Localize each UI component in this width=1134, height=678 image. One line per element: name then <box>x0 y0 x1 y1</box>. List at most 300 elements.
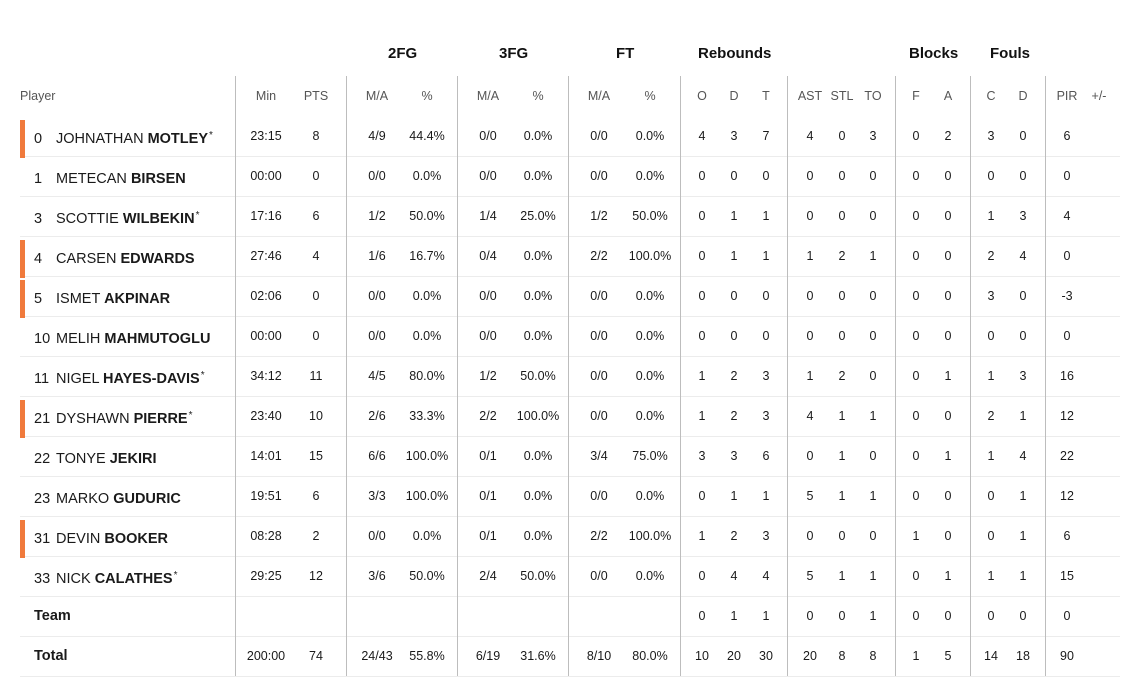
player-row <box>20 316 1120 357</box>
player-name-cell[interactable] <box>34 116 213 156</box>
stat-2fg-made-attempted: 1/2 <box>368 209 386 223</box>
stat-3fg-made-attempted: 0/4 <box>479 249 497 263</box>
stat-offensive-rebounds: 0 <box>698 569 706 583</box>
jersey-number: 1 <box>34 171 43 187</box>
stat-3fg-percent: 0.0% <box>523 529 553 543</box>
stat-plus-minus <box>1073 356 1125 396</box>
stat-defensive-rebounds: 3 <box>730 129 738 143</box>
player-row <box>20 276 1120 317</box>
stat-steals: 8 <box>838 649 846 663</box>
stat-assists: 5 <box>806 489 814 503</box>
stat-steals: 0 <box>838 329 846 343</box>
player-first-name: MELIH <box>56 331 101 347</box>
stat-pir: 0 <box>1063 329 1071 343</box>
group-header: Blocks <box>909 45 959 62</box>
stat-pir: 12 <box>1060 489 1074 503</box>
stat-ft-made-attempted: 0/0 <box>590 169 608 183</box>
stat-turnovers: 1 <box>869 489 877 503</box>
stat-fouls-drawn: 1 <box>1019 409 1027 423</box>
stat-defensive-rebounds: 4 <box>730 569 738 583</box>
stat-3fg-made-attempted <box>462 596 514 636</box>
column-divider <box>787 76 788 676</box>
stat-3fg-percent: 0.0% <box>523 489 553 503</box>
stat-blocks-favor: 1 <box>912 649 920 663</box>
stat-turnovers: 0 <box>869 529 877 543</box>
stat-assists: 0 <box>806 169 814 183</box>
stat-2fg-percent: 33.3% <box>409 409 445 423</box>
player-name-cell[interactable] <box>34 556 177 596</box>
stat-blocks-favor: 0 <box>912 329 920 343</box>
stat-fouls-drawn: 1 <box>1019 529 1027 543</box>
starter-marker <box>20 520 25 558</box>
stat-ft-percent: 0.0% <box>635 569 665 583</box>
player-last-name: AKPINAR <box>104 291 171 307</box>
stat-3fg-percent: 0.0% <box>523 289 553 303</box>
starter-marker <box>20 120 25 158</box>
stat-plus-minus <box>1073 236 1125 276</box>
stat-total-rebounds: 0 <box>762 289 770 303</box>
stat-total-rebounds: 3 <box>762 369 770 383</box>
stat-2fg-made-attempted: 4/9 <box>368 129 386 143</box>
stat-blocks-against: 0 <box>944 409 952 423</box>
stat-min: 27:46 <box>250 249 282 263</box>
stat-defensive-rebounds: 0 <box>730 329 738 343</box>
stat-ft-percent: 0.0% <box>635 289 665 303</box>
stat-assists: 20 <box>803 649 817 663</box>
stat-blocks-against: 1 <box>944 569 952 583</box>
stat-plus-minus <box>1073 156 1125 196</box>
stat-blocks-favor: 0 <box>912 449 920 463</box>
column-header-total-rebounds: T <box>762 89 770 103</box>
jersey-number: 23 <box>34 491 51 507</box>
player-name-cell[interactable] <box>34 276 171 316</box>
stat-ft-percent: 0.0% <box>635 169 665 183</box>
stat-pts: 8 <box>312 129 320 143</box>
stat-steals: 0 <box>838 209 846 223</box>
stat-ft-percent: 75.0% <box>632 449 668 463</box>
column-header-fouls-drawn: D <box>1018 89 1028 103</box>
stat-plus-minus <box>1073 396 1125 436</box>
stat-blocks-favor: 0 <box>912 369 920 383</box>
stat-steals: 2 <box>838 369 846 383</box>
stat-fouls-committed: 2 <box>987 409 995 423</box>
stat-defensive-rebounds: 2 <box>730 369 738 383</box>
stat-fouls-committed: 3 <box>987 289 995 303</box>
stat-3fg-percent: 100.0% <box>516 409 560 423</box>
stat-blocks-against: 0 <box>944 249 952 263</box>
stat-3fg-percent: 31.6% <box>520 649 556 663</box>
starter-asterisk: * <box>173 570 178 581</box>
player-first-name: JOHNATHAN <box>56 131 144 147</box>
stat-plus-minus <box>1073 316 1125 356</box>
stat-blocks-against: 5 <box>944 649 952 663</box>
stat-offensive-rebounds: 0 <box>698 289 706 303</box>
player-name-cell[interactable] <box>34 516 169 556</box>
player-first-name: SCOTTIE <box>56 211 119 227</box>
stat-turnovers: 1 <box>869 609 877 623</box>
stat-plus-minus <box>1073 636 1125 676</box>
stat-2fg-percent: 0.0% <box>412 169 442 183</box>
stat-defensive-rebounds: 1 <box>730 609 738 623</box>
stat-pts: 2 <box>312 529 320 543</box>
stat-plus-minus <box>1073 436 1125 476</box>
stat-2fg-made-attempted: 0/0 <box>368 289 386 303</box>
stat-3fg-made-attempted: 1/4 <box>479 209 497 223</box>
stat-2fg-percent: 100.0% <box>405 449 449 463</box>
player-last-name: WILBEKIN <box>122 211 195 227</box>
stat-ft-made-attempted <box>573 596 625 636</box>
stat-pts: 4 <box>312 249 320 263</box>
jersey-number: 10 <box>34 331 51 347</box>
stat-blocks-against: 0 <box>944 169 952 183</box>
player-name-cell[interactable] <box>34 196 199 236</box>
column-header-2fg-percent: % <box>421 89 433 103</box>
stat-blocks-against: 0 <box>944 609 952 623</box>
stat-total-rebounds: 4 <box>762 569 770 583</box>
stat-3fg-percent: 0.0% <box>523 129 553 143</box>
stat-3fg-made-attempted: 0/0 <box>479 169 497 183</box>
stat-steals: 0 <box>838 529 846 543</box>
stat-min: 00:00 <box>250 169 282 183</box>
stat-pts: 74 <box>309 649 323 663</box>
stat-pts: 12 <box>309 569 323 583</box>
total-label: Total <box>34 648 68 664</box>
stat-total-rebounds: 1 <box>762 609 770 623</box>
stat-pts: 0 <box>312 329 320 343</box>
stat-pts: 15 <box>309 449 323 463</box>
stat-fouls-drawn: 0 <box>1019 329 1027 343</box>
player-name-cell[interactable] <box>34 316 211 356</box>
stat-ft-percent: 0.0% <box>635 329 665 343</box>
stat-pir: 16 <box>1060 369 1074 383</box>
stat-offensive-rebounds: 0 <box>698 209 706 223</box>
column-header-blocks-favor: F <box>912 89 920 103</box>
stat-offensive-rebounds: 1 <box>698 529 706 543</box>
stat-offensive-rebounds: 1 <box>698 409 706 423</box>
stat-fouls-committed: 0 <box>987 329 995 343</box>
stat-pts: 10 <box>309 409 323 423</box>
column-header-3fg-made-attempted: M/A <box>476 89 500 103</box>
stat-assists: 0 <box>806 209 814 223</box>
stat-ft-made-attempted: 0/0 <box>590 129 608 143</box>
stat-plus-minus <box>1073 556 1125 596</box>
stat-blocks-favor: 0 <box>912 609 920 623</box>
stat-blocks-against: 1 <box>944 369 952 383</box>
stat-fouls-drawn: 3 <box>1019 369 1027 383</box>
player-first-name: MARKO <box>56 491 110 507</box>
player-row <box>20 556 1120 597</box>
column-divider <box>895 76 896 676</box>
team-row <box>20 596 1120 637</box>
stat-fouls-committed: 1 <box>987 209 995 223</box>
stat-fouls-drawn: 0 <box>1019 289 1027 303</box>
column-divider <box>457 76 458 676</box>
stat-min: 23:15 <box>250 129 282 143</box>
stat-2fg-made-attempted <box>351 596 403 636</box>
stat-ft-made-attempted: 0/0 <box>590 569 608 583</box>
column-header-assists: AST <box>797 89 823 103</box>
stat-ft-made-attempted: 0/0 <box>590 369 608 383</box>
column-header-pts: PTS <box>303 89 329 103</box>
player-name-cell[interactable] <box>34 396 193 436</box>
stat-ft-made-attempted: 2/2 <box>590 529 608 543</box>
stat-pir: 6 <box>1063 129 1071 143</box>
stat-total-rebounds: 6 <box>762 449 770 463</box>
stat-2fg-made-attempted: 2/6 <box>368 409 386 423</box>
stat-min: 200:00 <box>246 649 286 663</box>
stat-offensive-rebounds: 0 <box>698 489 706 503</box>
player-row <box>20 236 1120 277</box>
stat-2fg-made-attempted: 4/5 <box>368 369 386 383</box>
jersey-number: 5 <box>34 291 43 307</box>
stat-min: 02:06 <box>250 289 282 303</box>
player-name-cell[interactable] <box>34 156 187 196</box>
stat-turnovers: 0 <box>869 369 877 383</box>
stat-offensive-rebounds: 0 <box>698 249 706 263</box>
stat-turnovers: 0 <box>869 289 877 303</box>
stat-plus-minus <box>1073 116 1125 156</box>
jersey-number: 21 <box>34 411 51 427</box>
stat-steals: 1 <box>838 409 846 423</box>
stat-3fg-made-attempted: 0/1 <box>479 489 497 503</box>
stat-total-rebounds: 0 <box>762 169 770 183</box>
player-row <box>20 116 1120 157</box>
stat-min: 08:28 <box>250 529 282 543</box>
stat-steals: 1 <box>838 489 846 503</box>
stat-min: 19:51 <box>250 489 282 503</box>
player-last-name: HAYES-DAVIS <box>103 371 200 387</box>
column-header-player: Player <box>20 89 56 103</box>
starter-marker <box>20 240 25 278</box>
starter-asterisk: * <box>188 410 193 421</box>
group-header: FT <box>616 45 635 62</box>
stat-min: 14:01 <box>250 449 282 463</box>
stat-total-rebounds: 3 <box>762 409 770 423</box>
stat-pir: 0 <box>1063 249 1071 263</box>
stat-plus-minus <box>1073 196 1125 236</box>
stat-fouls-drawn: 1 <box>1019 569 1027 583</box>
stat-3fg-percent: 0.0% <box>523 249 553 263</box>
stat-defensive-rebounds: 2 <box>730 409 738 423</box>
group-header: Rebounds <box>698 45 772 62</box>
starter-marker <box>20 400 25 438</box>
jersey-number: 33 <box>34 571 51 587</box>
stat-total-rebounds: 0 <box>762 329 770 343</box>
column-header-plus-minus: +/- <box>1091 89 1107 103</box>
stat-steals: 0 <box>838 609 846 623</box>
stat-pts: 11 <box>309 369 323 383</box>
stat-pts: 6 <box>312 209 320 223</box>
stat-2fg-made-attempted: 3/3 <box>368 489 386 503</box>
player-name-cell[interactable] <box>34 356 205 396</box>
stat-plus-minus <box>1073 276 1125 316</box>
column-header-ft-percent: % <box>644 89 656 103</box>
column-header-blocks-against: A <box>943 89 953 103</box>
stat-3fg-made-attempted: 0/1 <box>479 449 497 463</box>
player-last-name: BOOKER <box>104 531 169 547</box>
stat-2fg-percent <box>401 596 453 636</box>
stat-2fg-percent: 0.0% <box>412 529 442 543</box>
team-label: Team <box>34 608 71 624</box>
stat-assists: 5 <box>806 569 814 583</box>
stat-blocks-favor: 0 <box>912 569 920 583</box>
stat-blocks-against: 0 <box>944 489 952 503</box>
group-header: 2FG <box>388 45 418 62</box>
stat-2fg-made-attempted: 3/6 <box>368 569 386 583</box>
stat-defensive-rebounds: 3 <box>730 449 738 463</box>
stat-pts: 0 <box>312 169 320 183</box>
stat-turnovers: 0 <box>869 169 877 183</box>
player-row <box>20 356 1120 397</box>
starter-asterisk: * <box>209 130 213 141</box>
group-header: 3FG <box>499 45 529 62</box>
stat-2fg-percent: 44.4% <box>409 129 445 143</box>
stat-ft-percent: 50.0% <box>632 209 668 223</box>
column-divider <box>1045 76 1046 676</box>
stat-offensive-rebounds: 0 <box>698 169 706 183</box>
stat-2fg-percent: 50.0% <box>409 209 445 223</box>
stat-3fg-percent: 25.0% <box>520 209 556 223</box>
stat-fouls-drawn: 4 <box>1019 449 1027 463</box>
stat-blocks-favor: 0 <box>912 489 920 503</box>
player-first-name: DYSHAWN <box>56 411 130 427</box>
stat-fouls-drawn: 0 <box>1019 609 1027 623</box>
stat-min: 00:00 <box>250 329 282 343</box>
stat-ft-percent: 0.0% <box>635 129 665 143</box>
player-first-name: TONYE <box>56 451 106 467</box>
stat-min: 17:16 <box>250 209 282 223</box>
stat-assists: 0 <box>806 449 814 463</box>
column-divider <box>346 76 347 676</box>
stat-total-rebounds: 3 <box>762 529 770 543</box>
stat-fouls-committed: 0 <box>987 609 995 623</box>
stat-plus-minus <box>1073 476 1125 516</box>
stat-3fg-percent: 50.0% <box>520 569 556 583</box>
stat-pir: 22 <box>1060 449 1074 463</box>
stat-3fg-made-attempted: 2/2 <box>479 409 497 423</box>
stat-fouls-committed: 0 <box>987 489 995 503</box>
stat-offensive-rebounds: 0 <box>698 609 706 623</box>
stat-ft-made-attempted: 1/2 <box>590 209 608 223</box>
player-name-cell[interactable] <box>34 236 196 276</box>
stat-blocks-against: 0 <box>944 289 952 303</box>
stat-pir: 12 <box>1060 409 1074 423</box>
stat-fouls-committed: 1 <box>987 569 995 583</box>
stat-steals: 1 <box>838 569 846 583</box>
stat-ft-percent: 80.0% <box>632 649 668 663</box>
stat-blocks-favor: 0 <box>912 249 920 263</box>
stat-3fg-made-attempted: 0/0 <box>479 289 497 303</box>
stat-2fg-percent: 100.0% <box>405 489 449 503</box>
stat-blocks-against: 1 <box>944 449 952 463</box>
stat-3fg-made-attempted: 0/0 <box>479 329 497 343</box>
stat-turnovers: 3 <box>869 129 877 143</box>
stat-2fg-made-attempted: 0/0 <box>368 529 386 543</box>
column-header-2fg-made-attempted: M/A <box>365 89 389 103</box>
stat-3fg-made-attempted: 0/1 <box>479 529 497 543</box>
starter-marker <box>20 280 25 318</box>
stat-offensive-rebounds: 10 <box>695 649 709 663</box>
stat-defensive-rebounds: 0 <box>730 169 738 183</box>
stat-2fg-percent: 16.7% <box>409 249 445 263</box>
starter-asterisk: * <box>195 210 200 221</box>
stat-3fg-percent: 0.0% <box>523 169 553 183</box>
stat-fouls-drawn: 0 <box>1019 169 1027 183</box>
stat-fouls-committed: 1 <box>987 449 995 463</box>
stat-blocks-favor: 0 <box>912 289 920 303</box>
stat-3fg-percent: 50.0% <box>520 369 556 383</box>
player-last-name: EDWARDS <box>120 251 195 267</box>
stat-ft-made-attempted: 2/2 <box>590 249 608 263</box>
stat-pir: 6 <box>1063 529 1071 543</box>
stat-fouls-committed: 3 <box>987 129 995 143</box>
stat-defensive-rebounds: 1 <box>730 489 738 503</box>
column-header-3fg-percent: % <box>532 89 544 103</box>
jersey-number: 31 <box>34 531 51 547</box>
jersey-number: 22 <box>34 451 51 467</box>
stat-2fg-percent: 0.0% <box>412 289 442 303</box>
column-header-pir: PIR <box>1056 89 1078 103</box>
stat-blocks-against: 2 <box>944 129 952 143</box>
stat-ft-made-attempted: 8/10 <box>586 649 612 663</box>
stat-turnovers: 0 <box>869 329 877 343</box>
stat-fouls-committed: 1 <box>987 369 995 383</box>
starter-asterisk: * <box>200 370 205 381</box>
stat-defensive-rebounds: 1 <box>730 249 738 263</box>
stat-turnovers: 1 <box>869 569 877 583</box>
stat-pir: 0 <box>1063 609 1071 623</box>
stat-defensive-rebounds: 2 <box>730 529 738 543</box>
stat-defensive-rebounds: 20 <box>727 649 741 663</box>
player-first-name: DEVIN <box>56 531 101 547</box>
stat-2fg-made-attempted: 24/43 <box>361 649 393 663</box>
player-name-cell[interactable] <box>34 436 157 476</box>
stat-2fg-percent: 50.0% <box>409 569 445 583</box>
jersey-number: 4 <box>34 251 43 267</box>
stat-blocks-against: 0 <box>944 529 952 543</box>
stat-fouls-committed: 2 <box>987 249 995 263</box>
stat-ft-made-attempted: 0/0 <box>590 409 608 423</box>
column-header-turnovers: TO <box>864 89 882 103</box>
stat-steals: 1 <box>838 449 846 463</box>
stat-blocks-against: 0 <box>944 329 952 343</box>
player-name-cell[interactable] <box>34 476 182 516</box>
stat-total-rebounds: 1 <box>762 249 770 263</box>
stat-total-rebounds: 1 <box>762 489 770 503</box>
jersey-number: 3 <box>34 211 43 227</box>
player-row <box>20 156 1120 197</box>
stat-ft-percent <box>624 596 676 636</box>
stat-fouls-committed: 14 <box>984 649 998 663</box>
stat-assists: 0 <box>806 289 814 303</box>
stat-3fg-percent: 0.0% <box>523 449 553 463</box>
stat-total-rebounds: 30 <box>759 649 773 663</box>
stat-ft-percent: 100.0% <box>628 529 672 543</box>
stat-ft-percent: 0.0% <box>635 409 665 423</box>
player-first-name: NICK <box>56 571 91 587</box>
player-last-name: CALATHES <box>94 571 173 587</box>
stat-blocks-favor: 0 <box>912 209 920 223</box>
stat-steals: 0 <box>838 169 846 183</box>
stat-assists: 0 <box>806 529 814 543</box>
column-header-offensive-rebounds: O <box>697 89 707 103</box>
stat-3fg-percent: 0.0% <box>523 329 553 343</box>
stat-3fg-percent <box>512 596 564 636</box>
player-row <box>20 476 1120 517</box>
stat-ft-made-attempted: 0/0 <box>590 329 608 343</box>
player-last-name: BIRSEN <box>130 171 186 187</box>
stat-steals: 2 <box>838 249 846 263</box>
